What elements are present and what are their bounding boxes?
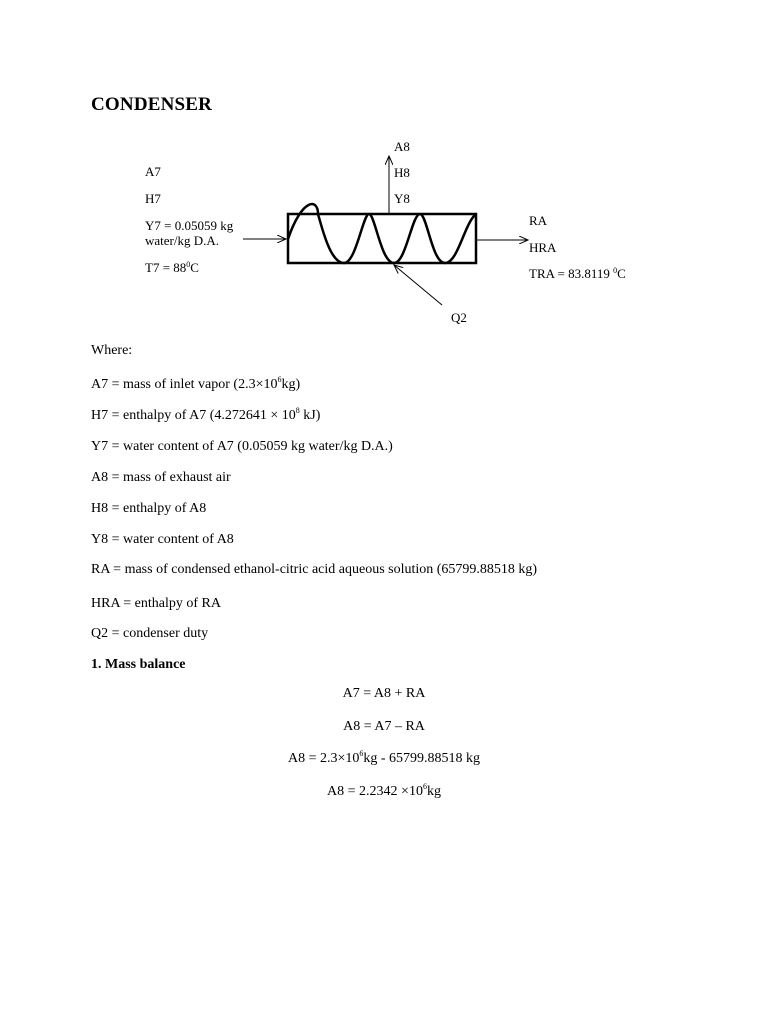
equation-3: $A8 = 2.3\times 10^6kg - 65799.88518$ kg xyxy=(287,749,481,766)
def-h7: H7 = enthalpy of A7 ($4.272641 \times 10^8$ kJ) xyxy=(91,406,321,423)
inlet-y7-label-line2: water/kg D.A. xyxy=(145,233,220,248)
condenser-diagram xyxy=(0,0,768,340)
duty-arrow xyxy=(394,265,442,305)
inlet-t7-label: $T7 = 88^0C$ xyxy=(145,260,199,275)
def-a8: A8 = mass of exhaust air xyxy=(91,470,231,485)
where-label: Where: xyxy=(91,343,133,358)
equation-2: A8 = A7 – RA xyxy=(343,719,425,734)
def-h8: H8 = enthalpy of A8 xyxy=(91,501,207,516)
condenser-box xyxy=(288,214,476,263)
def-q2: Q2 = condenser duty xyxy=(91,626,209,641)
equation-1: A7 = A8 + RA xyxy=(342,686,426,701)
top-h8-label: H8 xyxy=(394,165,410,180)
def-y7: Y7 = water content of A7 (0.05059 kg water/kg D.A.) xyxy=(91,439,393,454)
right-ra-label: RA xyxy=(529,213,548,228)
equation-4: $A8 = 2.2342 \times 10^6kg$ xyxy=(327,782,441,799)
inlet-h7-label: H7 xyxy=(145,191,161,206)
inlet-y7-label-line1: Y7 = 0.05059 kg xyxy=(145,218,234,233)
def-y8: Y8 = water content of A8 xyxy=(91,532,234,547)
top-a8-label: A8 xyxy=(394,139,410,154)
duty-q2-label: Q2 xyxy=(451,310,467,325)
right-hra-label: HRA xyxy=(529,240,557,255)
page-title: CONDENSER xyxy=(91,94,213,115)
def-a7: A7 = mass of inlet vapor $(2.3\times 10^6kg)$ xyxy=(91,375,301,392)
def-hra: HRA = enthalpy of RA xyxy=(91,596,221,611)
section-title-mass-balance: 1. Mass balance xyxy=(91,657,186,672)
top-y8-label: Y8 xyxy=(394,191,410,206)
inlet-a7-label: A7 xyxy=(145,164,161,179)
def-ra: RA = mass of condensed ethanol-citric acid aqueous solution (65799.88518 kg) xyxy=(91,562,538,577)
right-tra-label: TRA = 83.8119 $^0$C xyxy=(529,266,626,281)
